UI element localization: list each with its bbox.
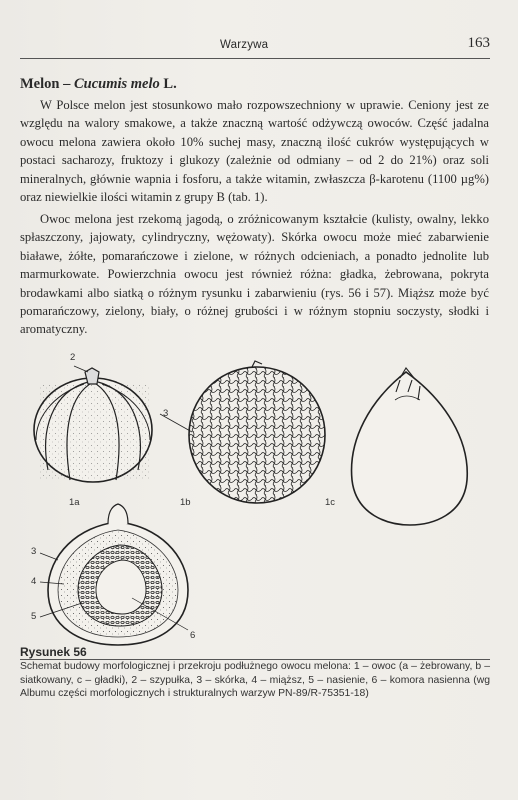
melon-cross-section (40, 504, 188, 645)
title-latin: Cucumis melo (73, 76, 160, 92)
label-1c: 1c (325, 497, 336, 508)
netted-melon-drawing (160, 361, 325, 503)
label-4-flesh: 4 (31, 576, 37, 587)
title-prefix: Melon – (20, 76, 74, 92)
paragraph-text: Owoc melona jest rzekomą jagodą, o zróżnicowanym kształcie (kulisty, owalny, lekko spłaszczony, jajowaty, cylindryczny, wężowaty). Skórka owocu może mieć zabarwienie białawe, żółte, pomarańczowe i zielone, w różnych odcieniach, a ponadto jednolite lub marmurkowate. Powierzchnia owocu jest również różna: gładka, żebrowana, pokryta brodawkami albo siatką o różnym rysunku i zabarwieniu (rys. 56 i 57). Miąższ może być pomarańczowy, zielony, biały, o różnej grubości i w różnym stopniu soczysty, słodki i aromatyczny. (20, 212, 489, 337)
caption-title: Rysunek 56 (20, 645, 87, 659)
title-author: L. (159, 76, 177, 92)
label-1b: 1b (180, 497, 191, 508)
label-2-stalk: 2 (70, 352, 76, 363)
running-title: Warzywa (220, 39, 269, 51)
label-6-seed-chamber: 6 (190, 630, 196, 641)
label-3-skin-top: 3 (163, 408, 169, 419)
label-5-seed: 5 (31, 611, 37, 622)
label-3-skin: 3 (31, 546, 37, 557)
paragraph-text: W Polsce melon jest stosunkowo mało rozpowszechniony w uprawie. Ceniony jest ze względu na walory smakowe, a także znaczną wartość odżywczą owoców. Część jadalna owocu melona zawiera około 10% suchej masy, znaczną ilość cukrów występujących w postaci sacharozy, fruktozy i glukozy (zależnie od odmiany – od 2 do 21%) oraz soli mineralnych, głównie wapnia i fosforu, a także witamin, zwłaszcza β-karotenu (1100 µg%) oraz niewielkie ilości witamin z grupy B (tab. 1). (20, 98, 489, 205)
caption-text: Schemat budowy morfologicznej i przekroju podłużnego owocu melona: 1 – owoc (a – żebrowany, b – siatkowany, c – gładki), 2 – szypułka, 3 – skórka, 4 – miąższ, 5 – nasienie, 6 – komora nasienna (wg Albumu części morfologicznych i strukturalnych warzyw PN-89/R-75351-18) (20, 661, 490, 700)
smooth-melon-drawing (352, 368, 468, 525)
page-number: 163 (467, 35, 490, 51)
ribbed-melon-drawing (34, 366, 152, 482)
label-1a: 1a (69, 497, 80, 508)
